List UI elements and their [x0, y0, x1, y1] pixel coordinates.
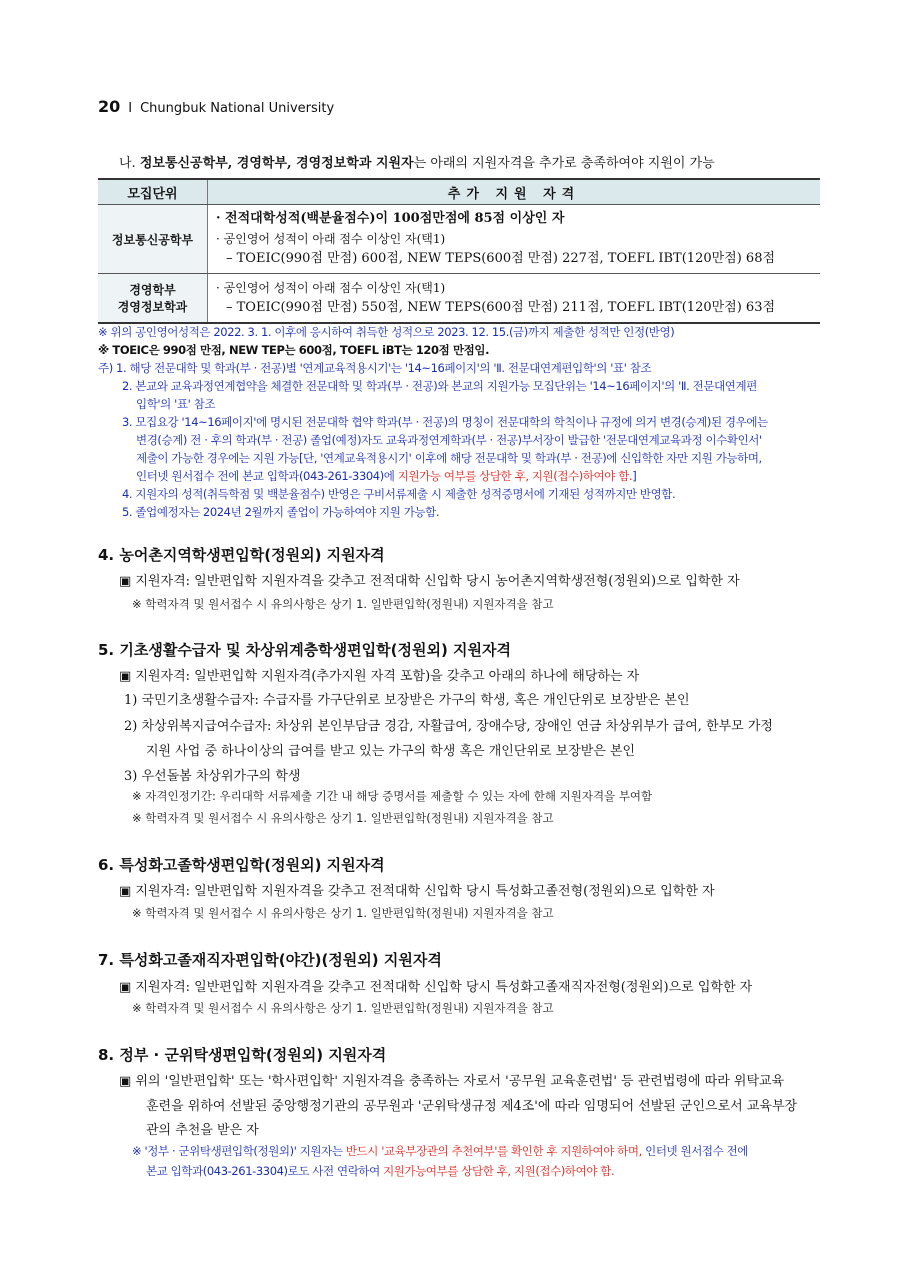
- table-unit-cell: [98, 205, 208, 274]
- section-5-item-1: 1) 국민기초생활수급자: 수급자를 가구단위로 보장받은 가구의 학생, 혹은 개인단위로 보장받은 본인: [124, 693, 690, 708]
- unit-name: 정보통신공학부: [111, 232, 194, 247]
- footnote-3: 3. 모집요강 '14~16페이지'에 명시된 전문대학 협약 학과(부 · 전공)의 명칭이 전문대학의 학칙이나 규정에 의거 변경(승계)된 경우에는: [122, 415, 768, 429]
- table-body-cell: [208, 274, 821, 324]
- section-8-line-2: 훈련을 위하여 선발된 중앙행정기관의 공무원과 '군위탁생규정 제4조'에 따라 임명되어 선발된 군인으로서 교육부장: [146, 1099, 798, 1114]
- page-header: [98, 97, 334, 116]
- note-text: ※ '정부 · 군위탁생편입학(정원외)' 지원자는: [132, 1144, 346, 1158]
- table-row: [98, 274, 820, 324]
- footnote-text: ]: [632, 469, 637, 483]
- requirements-table: [98, 178, 820, 324]
- section-4-note: ※ 학력자격 및 원서접수 시 유의사항은 상기 1. 일반편입학(정원내) 지원자격을 참고: [132, 597, 554, 611]
- footnote-4: 4. 지원자의 성적(취득학점 및 백분율점수) 반영은 구비서류제출 시 제출한 성적증명서에 기재된 성적까지만 반영함.: [122, 487, 676, 501]
- table-unit-cell: [98, 274, 208, 324]
- requirement-line: · 공인영어 성적이 아래 점수 이상인 자(택1): [216, 232, 446, 246]
- header-separator: I: [128, 101, 133, 116]
- footnote-3-cont: 변경(승계) 전 · 후의 학과(부 · 전공) 졸업(예정)자도 교육과정연계학과(부 · 전공)부서장이 발급한 '전문대연계교육과정 이수확인서': [136, 433, 762, 447]
- unit-name: 경영학부: [129, 283, 176, 297]
- footnote-3-cont: 제출이 가능한 경우에는 지원 가능[단, '연계교육적용시기' 이후에 해당 전문대학 및 학과(부 · 전공)에 신입학한 자만 지원 가능하며,: [136, 451, 762, 465]
- section-8-title: 8. 정부 · 군위탁생편입학(정원외) 지원자격: [98, 1046, 387, 1064]
- footnote-3-cont: [136, 468, 636, 484]
- intro-bold: 정보통신공학부, 경영학부, 경영정보학과 지원자: [139, 156, 414, 171]
- note-text: 인터넷 원서접수 전에: [641, 1144, 749, 1158]
- section-8-note-1: [132, 1143, 748, 1159]
- section-5-item-2: 2) 차상위복지급여수급자: 차상위 본인부담금 경감, 자활급여, 장애수당, 장애인 연금 차상위부가 급여, 한부모 가정: [124, 719, 773, 734]
- table-header-unit: 모집단위: [98, 179, 208, 205]
- footnote-5: 5. 졸업예정자는 2024년 2월까지 졸업이 가능하여야 지원 가능함.: [122, 505, 440, 519]
- section-5-item-2-cont: 지원 사업 중 하나이상의 급여를 받고 있는 가구의 학생 혹은 개인단위로 보장받은 본인: [146, 744, 636, 759]
- intro-line: [119, 152, 715, 171]
- intro-rest: 는 아래의 지원자격을 추가로 충족하여야 지원이 가능: [413, 156, 715, 171]
- section-6-item: ▣ 지원자격: 일반편입학 지원자격을 갖추고 전적대학 신입학 당시 특성화고졸전형(정원외)으로 입학한 자: [119, 884, 715, 899]
- section-5-item: ▣ 지원자격: 일반편입학 지원자격(추가지원 자격 포함)을 갖추고 아래의 하나에 해당하는 자: [119, 669, 640, 684]
- page-number: 20: [98, 97, 121, 116]
- university-name: Chungbuk National University: [140, 101, 335, 116]
- footnote-text: 인터넷 원서접수 전에 본교 입학과(043-261-3304)에: [136, 469, 398, 483]
- table-header-requirement: 추가 지원 자격: [208, 179, 821, 205]
- requirement-line: · 공인영어 성적이 아래 점수 이상인 자(택1): [216, 281, 446, 295]
- section-8-line-3: 관의 추천을 받은 자: [146, 1123, 259, 1138]
- section-4-title: 4. 농어촌지역학생편입학(정원외) 지원자격: [98, 546, 385, 564]
- section-7-item: ▣ 지원자격: 일반편입학 지원자격을 갖추고 전적대학 신입학 당시 특성화고졸재직자전형(정원외)으로 입학한 자: [119, 980, 753, 995]
- note-max-score: ※ TOEIC은 990점 만점, NEW TEP는 600점, TOEFL iBT는 120점 만점임.: [98, 343, 490, 357]
- note-warning: 반드시 '교육부장관의 추천여부'를 확인한 후 지원하여야 하며,: [345, 1144, 642, 1158]
- footnote-2: 2. 본교와 교육과정연계협약을 체결한 전문대학 및 학과(부 · 전공)와 본교의 지원가능 모집단위는 '14~16페이지'의 'Ⅱ. 전문대연계편: [122, 379, 757, 393]
- section-8-line-1: ▣ 위의 '일반편입학' 또는 '학사편입학' 지원자격을 충족하는 자로서 '공무원 교육훈련법' 등 관련법령에 따라 위탁교육: [119, 1074, 785, 1089]
- note-english-score: ※ 위의 공인영어성적은 2022. 3. 1. 이후에 응시하여 취득한 성적으로 2023. 12. 15.(금)까지 제출한 성적만 인정(반영): [98, 325, 675, 339]
- section-5-note-1: ※ 자격인정기간: 우리대학 서류제출 기간 내 해당 증명서를 제출할 수 있는 자에 한해 지원자격을 부여함: [132, 789, 653, 803]
- section-6-title: 6. 특성화고졸학생편입학(정원외) 지원자격: [98, 856, 385, 874]
- requirement-line: – TOEIC(990점 만점) 550점, NEW TEPS(600점 만점) 211점, TOEFL IBT(120만점) 63점: [226, 300, 776, 315]
- note-text: 본교 입학과(043-261-3304)로도 사전 연락하여: [146, 1164, 384, 1178]
- section-5-title: 5. 기초생활수급자 및 차상위계층학생편입학(정원외) 지원자격: [98, 641, 511, 659]
- section-4-item: ▣ 지원자격: 일반편입학 지원자격을 갖추고 전적대학 신입학 당시 농어촌지역학생전형(정원외)으로 입학한 자: [119, 574, 740, 589]
- footnote-2-cont: 입학'의 '표' 참조: [136, 397, 216, 411]
- unit-name: 경영정보학과: [117, 300, 188, 314]
- footnote-warning: 지원가능 여부를 상담한 후, 지원(접수)하여야 함.: [397, 469, 633, 483]
- requirement-line: · 전적대학성적(백분율점수)이 100점만점에 85점 이상인 자: [216, 211, 565, 226]
- note-warning: 지원가능여부를 상담한 후, 지원(접수)하여야 함.: [383, 1164, 615, 1178]
- section-6-note: ※ 학력자격 및 원서접수 시 유의사항은 상기 1. 일반편입학(정원내) 지원자격을 참고: [132, 906, 554, 920]
- table-row: [98, 205, 820, 274]
- footnote-1: 주) 1. 해당 전문대학 및 학과(부 · 전공)별 '연계교육적용시기'는 '14~16페이지'의 'Ⅱ. 전문대연계편입학'의 '표' 참조: [98, 361, 652, 375]
- section-5-item-3: 3) 우선돌봄 차상위가구의 학생: [124, 769, 301, 784]
- table-body-cell: [208, 205, 821, 274]
- requirement-line: – TOEIC(990점 만점) 600점, NEW TEPS(600점 만점) 227점, TOEFL IBT(120만점) 68점: [226, 251, 776, 266]
- section-7-title: 7. 특성화고졸재직자편입학(야간)(정원외) 지원자격: [98, 951, 442, 969]
- section-5-note-2: ※ 학력자격 및 원서접수 시 유의사항은 상기 1. 일반편입학(정원내) 지원자격을 참고: [132, 811, 554, 825]
- intro-prefix: 나.: [119, 156, 140, 171]
- section-8-note-2: [146, 1163, 614, 1179]
- section-7-note: ※ 학력자격 및 원서접수 시 유의사항은 상기 1. 일반편입학(정원내) 지원자격을 참고: [132, 1001, 554, 1015]
